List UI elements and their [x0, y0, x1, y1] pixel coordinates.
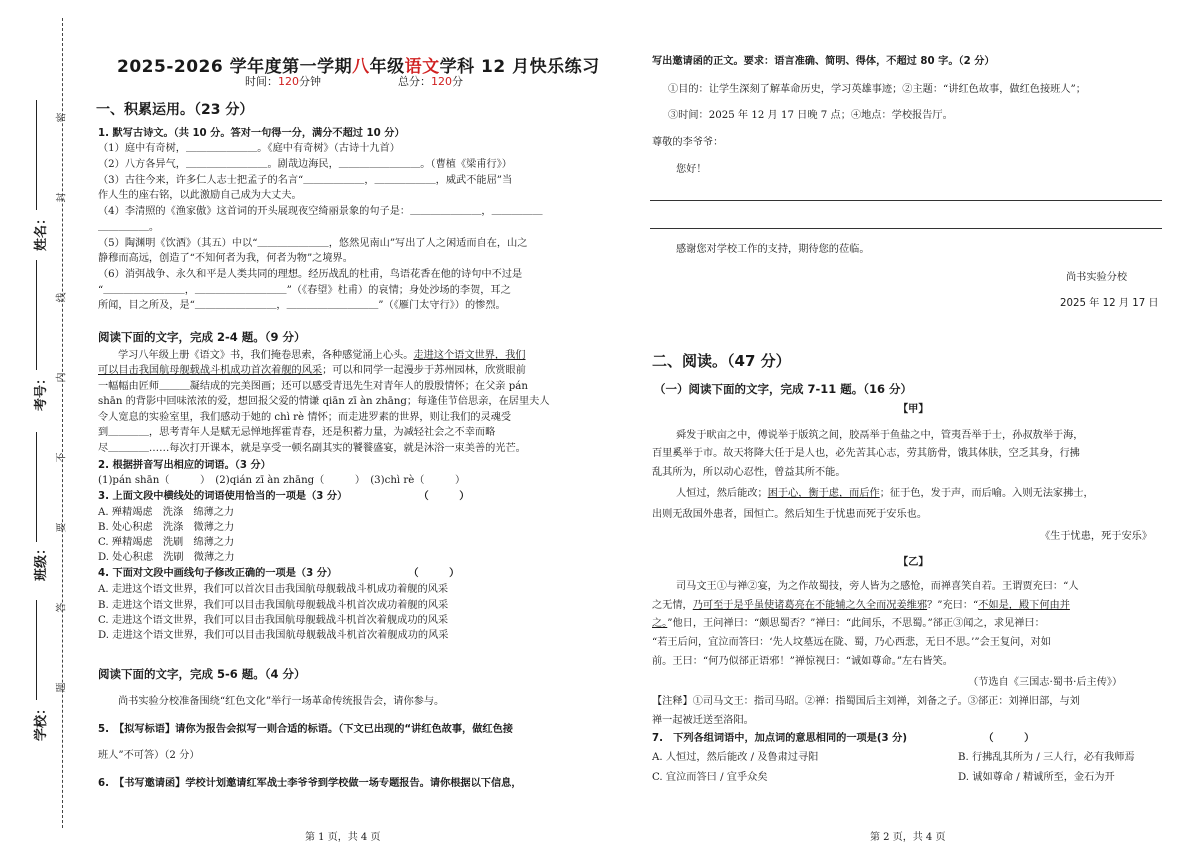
passage-line: 乱其所为，所以动心忍性，曾益其所不能。	[652, 467, 846, 478]
underlined-sentence: 走进这个语文世界，我们	[413, 350, 526, 361]
question-stem: 4. 下面对文段中画线句子修改正确的一项是（3 分） （ ）	[98, 568, 460, 579]
passage-line	[118, 348, 526, 363]
title-mid: 年级	[369, 57, 405, 77]
seal-char: 封	[56, 192, 68, 203]
section-heading: 一、积累运用。（23 分）	[96, 102, 254, 118]
question-stem	[98, 722, 513, 737]
underlined-sentence: 之。	[652, 618, 668, 629]
time-unit: 分钟	[299, 75, 321, 88]
option-d: D. 处心积虑 洗刷 微薄之力	[98, 552, 235, 563]
option-d: D. 诚如尊命 / 精诚所至，金石为开	[958, 772, 1115, 783]
seal-char: 题	[56, 682, 68, 693]
underlined-sentence: 困于心，衡于虑，而后作	[767, 488, 880, 499]
name-blank	[36, 100, 38, 210]
class-blank	[36, 432, 38, 542]
option-a: A. 人恒过，然后能改 / 及鲁肃过寻阳	[652, 752, 819, 763]
annotation: 【注释】①司马文王：指司马昭。②禅：指蜀国后主刘禅，刘备之子。③郤正：刘禅旧部，与刘	[652, 696, 1080, 707]
reading-heading: 阅读下面的文字，完成 5-6 题。（4 分）	[98, 667, 306, 681]
seal-char: 内	[56, 372, 68, 383]
question-line: （3）古往今来，许多仁人志士把孟子的名言“＿＿＿＿＿＿，＿＿＿＿＿＿，威武不能屈”当	[98, 175, 513, 186]
exam-meta	[245, 73, 463, 89]
section-heading: 二、阅读。（47 分）	[652, 352, 791, 370]
question-line: （6）消弭战争、永久和平是人类共同的理想。经历战乱的杜甫，鸟语花香在他的诗句中不过是	[98, 269, 523, 280]
question-text: 5. 【拟写标语】请你为报告会拟写一则合适的标语。（下文已出现的“讲红色故事，做红色接	[98, 724, 513, 735]
passage-line: 出则无敌国外患者，国恒亡。然后知生于忧患而死于安乐也。	[652, 509, 928, 520]
question-line: ①目的：让学生深刻了解革命历史，学习英雄事迹；②主题：“讲红色故事，做红色接班人”；	[668, 84, 1086, 95]
score-unit: 分	[452, 75, 463, 88]
passage-line	[652, 598, 1070, 613]
passage-text: 之无情，	[652, 600, 693, 611]
letter-greeting: 您好！	[676, 164, 707, 175]
question-line: 所闻，目之所及，是“＿＿＿＿＿＿＿＿，＿＿＿＿＿＿＿＿＿”（《雁门太守行》）的惨烈。	[98, 300, 506, 311]
question-stem: 2. 根据拼音写出相应的词语。（3 分）	[98, 460, 271, 471]
question-line: （1）庭中有奇树，＿＿＿＿＿＿＿。《庭中有奇树》（古诗十九首）	[98, 143, 400, 154]
reading-heading: 阅读下面的文字，完成 2-4 题。（9 分）	[98, 330, 306, 344]
option-b: B. 行拂乱其所为 / 三人行，必有我师焉	[958, 752, 1135, 763]
question-options: (1)pán shān（ ） (2)qián zī àn zhāng（ ） (3)chì rè（ ）	[98, 475, 466, 486]
seal-char: 线	[56, 292, 68, 303]
option-c: C. 走进这个语文世界，我们可以目击我国航母舰载战斗机首次着舰成功的风采	[98, 615, 449, 626]
option-d: D. 走进这个语文世界，我们可以目击我国航母舰载战斗机首次着舰成功的风采	[98, 630, 449, 641]
underlined-sentence: 不如是，殿下何由并	[978, 600, 1070, 611]
passage-source: 《生于忧患，死于安乐》	[1040, 531, 1153, 542]
page-number: 第 2 页，共 4 页	[870, 832, 946, 843]
score-value: 120	[431, 75, 452, 88]
school-label: 学校：	[34, 701, 50, 742]
passage-line: shān 的背影中回味浓浓的爱，想回报父爱的情谦 qiān zī àn zhāng；每逢佳节倍思亲，在居里夫人	[98, 396, 550, 407]
underlined-sentence: 可以目击我国航母舰载战斗机成功首次着舰的风采	[98, 365, 323, 376]
seal-char: 密	[56, 112, 68, 123]
passage-line: 尚书实验分校准备围绕“红色文化”举行一场革命传统报告会，请你参与。	[118, 696, 445, 707]
passage-line	[676, 486, 1094, 501]
question-line: 静穆而高远，创造了“不知何者为我，何者为物”之境界。	[98, 253, 353, 264]
passage-line: 百里奚举于市。故天将降大任于是人也，必先苦其心志，劳其筋骨，饿其体肤，空乏其身，行拂	[652, 448, 1080, 459]
seal-char: 不	[56, 452, 68, 463]
question-line: ③时间：2025 年 12 月 17 日晚 7 点；④地点：学校报告厅。	[668, 110, 953, 121]
question-line: （2）八方各异气，＿＿＿＿＿＿＿＿。剧哉边海民，＿＿＿＿＿＿＿＿。（曹植《梁甫行》）	[98, 159, 512, 170]
question-line: （5）陶渊明《饮酒》（其五）中以“＿＿＿＿＿＿＿，悠然见南山”写出了人之闲适而自在，山之	[98, 238, 528, 249]
title-prefix: 2025-2026 学年度第一学期	[117, 57, 353, 77]
question-line: “＿＿＿＿＿＿＿＿，＿＿＿＿＿＿＿＿＿”（《春望》杜甫）的哀情；身处沙场的李贺，耳之	[98, 285, 511, 296]
option-c: C. 殚精竭虑 洗刷 绵薄之力	[98, 537, 235, 548]
option-a: A. 殚精竭虑 洗涤 绵薄之力	[98, 507, 235, 518]
answer-line	[650, 228, 1162, 229]
passage-text: ？”充曰：“	[927, 600, 979, 611]
passage-line: 司马文王①与禅②宴，为之作故蜀技，旁人皆为之感怆，而禅喜笑自若。王谓贾充曰：“人	[676, 581, 1079, 592]
question-stem: 6. 【书写邀请函】学校计划邀请红军战士李爷爷到学校做一场专题报告。请你根据以下信息，	[98, 778, 522, 789]
question-line: 写出邀请函的正文。要求：语言准确、简明、得体，不超过 80 字。（2 分）	[652, 56, 995, 67]
passage-line: 一幅幅由匠师＿＿＿凝结成的完美图画；还可以感受青迅先生对青年人的殷殷情怀；在父亲 pán	[98, 381, 528, 392]
seal-char: 要	[56, 522, 68, 533]
seal-line	[62, 18, 63, 828]
passage-source: （节选自《三国志·蜀书·后主传》）	[968, 677, 1123, 688]
passage-label: 【乙】	[898, 557, 929, 568]
question-stem: 7. 下列各组词语中，加点词的意思相同的一项是(3 分) （ ）	[652, 733, 1035, 744]
question-stem: 1. 默写古诗文。（共 10 分。答对一句得一分，满分不超过 10 分）	[98, 128, 405, 139]
passage-line	[652, 616, 1045, 631]
passage-line: “若王后问，宜泣而答曰：‘先人坟墓远在陇、蜀，乃心西悲，无日不思。’”会王复问，对如	[652, 637, 1051, 648]
title-suffix: 学科 12 月快乐练习	[439, 57, 600, 77]
subsection-heading: （一）阅读下面的文字，完成 7-11 题。（16 分）	[654, 382, 913, 396]
answer-line	[650, 200, 1162, 201]
class-label: 班级：	[34, 541, 50, 582]
passage-text: ；可以和同学一起漫步于苏州园林，欣赏眼前	[322, 365, 526, 376]
school-blank	[36, 600, 38, 700]
time-value: 120	[278, 75, 299, 88]
page-number: 第 1 页，共 4 页	[305, 832, 381, 843]
annotation: 禅一起被迁送至洛阳。	[652, 715, 754, 726]
passage-line	[98, 363, 526, 378]
time-label: 时间：	[245, 75, 278, 88]
letter-closing: 感谢您对学校工作的支持，期待您的莅临。	[676, 244, 870, 255]
passage-text: ”他日，王问禅曰：“颇思蜀否？”禅曰：“此间乐，不思蜀。”郤正③闻之，求见禅曰：	[667, 618, 1045, 629]
question-line: ＿＿＿＿＿。	[98, 222, 160, 233]
binding-margin	[0, 0, 78, 847]
title-grade: 八	[352, 57, 370, 77]
passage-line: 舜发于畎亩之中，傅说举于版筑之间，胶鬲举于鱼盐之中，管夷吾举于士，孙叔敖举于海，	[676, 430, 1084, 441]
passage-text: 人恒过，然后能改；	[676, 488, 768, 499]
passage-line: 前。王曰：“何乃似郤正语邪！”禅惊视曰：“诚如尊命。”左右皆笑。	[652, 656, 953, 667]
option-b: B. 走进这个语文世界，我们可以目击我国航母舰载战斗机首次成功着舰的风采	[98, 600, 449, 611]
passage-line: 到＿＿＿＿，思考青年人是赋无忌惮地挥霍青春，还是积蓄力量，为减轻社会之不幸而略	[98, 427, 496, 438]
passage-line: 尽＿＿＿＿……每次打开课本，就是享受一顿名副其实的饕餮盛宴，就是沐浴一束美善的光芒。	[98, 443, 526, 454]
option-a: A. 走进这个语文世界，我们可以首次目击我国航母舰载战斗机成功着舰的风采	[98, 584, 449, 595]
exam-no-label: 考号：	[34, 371, 50, 412]
passage-line: 令人宽息的实验室里，我们感动于她的 chì rè 情怀；而走进罗素的世界，则让我们的灵魂受	[98, 412, 512, 423]
question-line: 作人生的座右铭，以此激励自己成为大丈夫。	[98, 190, 302, 201]
question-stem: 3. 上面文段中横线处的词语使用恰当的一项是（3 分） （ ）	[98, 491, 470, 502]
seal-char: 答	[56, 602, 68, 613]
score-label: 总分：	[398, 75, 431, 88]
question-line: 班人”不可答）（2 分）	[98, 750, 200, 761]
passage-text: ；征于色，发于声，而后喻。入则无法家拂士，	[879, 488, 1094, 499]
question-line: （4）李清照的《渔家傲》这首词的开头展现夜空绮丽景象的句子是：＿＿＿＿＿＿＿，＿＿＿＿＿	[98, 206, 543, 217]
option-c: C. 宜泣而答曰 / 宜乎众矣	[652, 772, 768, 783]
exam-no-blank	[36, 260, 38, 370]
name-label: 姓名：	[34, 211, 50, 252]
option-b: B. 处心积虑 洗涤 微薄之力	[98, 522, 235, 533]
title-subject: 语文	[404, 57, 440, 77]
letter-salutation: 尊敬的李爷爷：	[652, 137, 724, 148]
letter-signature: 尚书实验分校	[1066, 272, 1128, 283]
passage-text: 学习八年级上册《语文》书，我们掩卷思索，各种感觉涌上心头。	[118, 350, 414, 361]
letter-date: 2025 年 12 月 17 日	[1060, 298, 1159, 309]
underlined-sentence: 乃可至于是乎虽使诸葛亮在不能辅之久全而况姜维邪	[692, 600, 928, 611]
passage-label: 【甲】	[898, 404, 929, 415]
